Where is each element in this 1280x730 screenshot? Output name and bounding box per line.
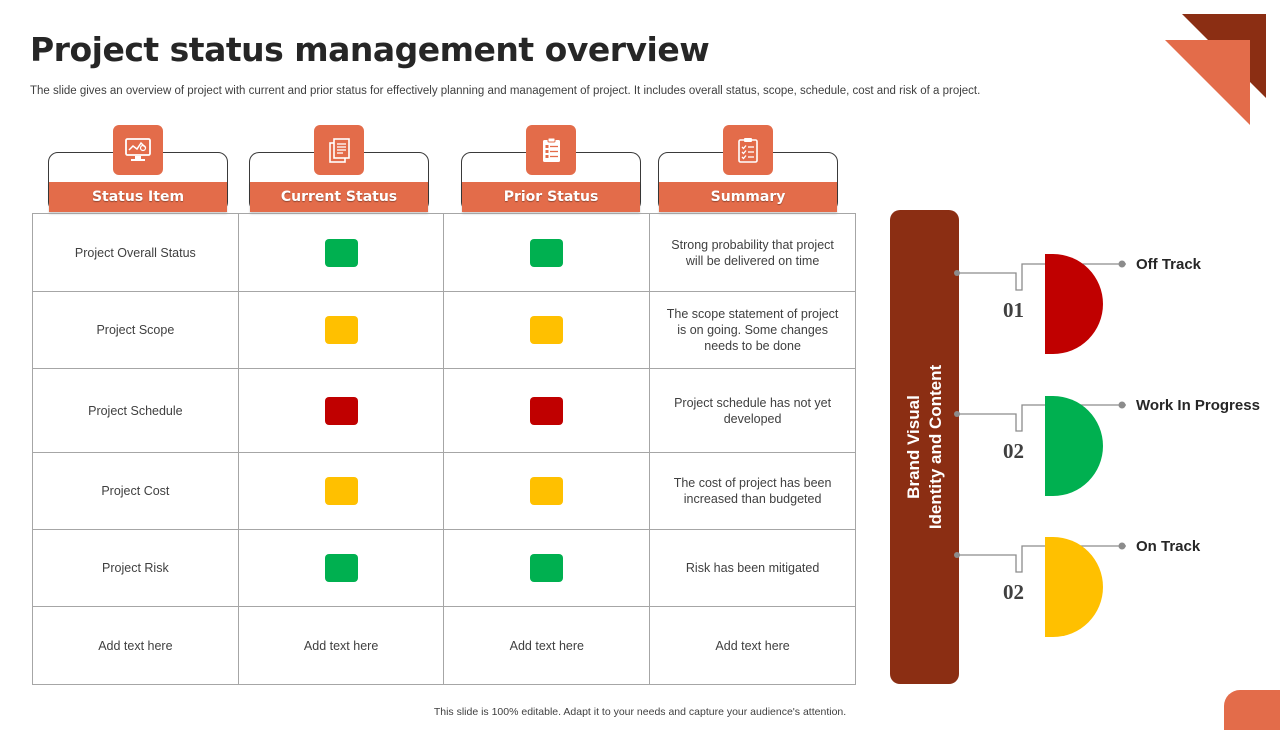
brand-line-1: Brand Visual [903,395,923,499]
header-label: Current Status [250,182,428,212]
footer-note: This slide is 100% editable. Adapt it to your needs and capture your audience's attention. [433,706,847,718]
header-label: Status Item [49,182,227,212]
legend-number: 02 [1003,439,1024,463]
placeholder-cell: Add text here [444,607,650,685]
summary-cell: Project schedule has not yet developed [650,369,856,453]
legend-number: 02 [1003,580,1024,604]
status-item-cell: Project Schedule [33,369,239,453]
summary-cell: Strong probability that project will be delivered on time [650,214,856,292]
placeholder-cell: Add text here [33,607,239,685]
status-item-cell: Project Scope [33,292,239,369]
status-item-cell: Project Cost [33,453,239,530]
page-subtitle: The slide gives an overview of project with current and prior status for effectively planning and management of project. It includes overall status, scope, schedule, cost and risk of a project. [30,85,981,97]
summary-cell: The scope statement of project is on going. Some changes needs to be done [650,292,856,369]
summary-cell: The cost of project has been increased than budgeted [650,453,856,530]
header-label: Prior Status [462,182,640,212]
summary-cell: Risk has been mitigated [650,530,856,607]
page-title: Project status management overview [30,30,710,69]
legend-number: 01 [1003,298,1024,322]
status-item-cell: Project Overall Status [33,214,239,292]
legend-label: Off Track [1136,256,1202,273]
legend-label: On Track [1136,538,1201,555]
placeholder-cell: Add text here [238,607,444,685]
header-label: Summary [659,182,837,212]
legend-label: Work In Progress [1136,397,1260,414]
status-item-cell: Project Risk [33,530,239,607]
brand-line-2: Identity and Content [925,364,945,530]
placeholder-cell: Add text here [650,607,856,685]
